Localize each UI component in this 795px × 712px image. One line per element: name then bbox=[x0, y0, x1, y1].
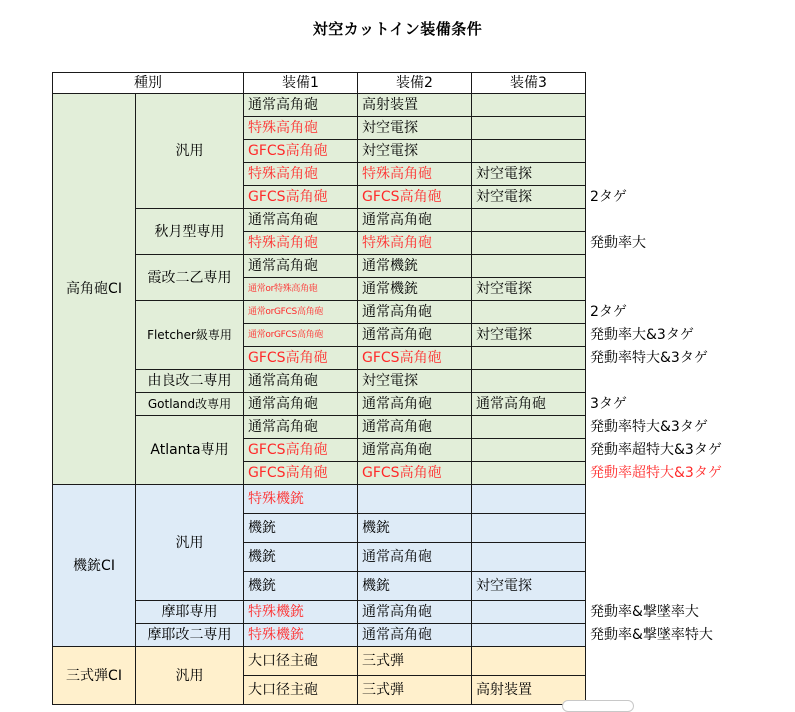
category-kiju: 機銃CI bbox=[53, 485, 136, 647]
cell-e3 bbox=[472, 347, 586, 370]
page-title: 対空カットイン装備条件 bbox=[312, 20, 483, 38]
cell-e3: 対空電探 bbox=[472, 278, 586, 301]
cell-e3 bbox=[472, 543, 586, 572]
cell-note bbox=[586, 255, 756, 278]
cell-e1: 通常orGFCS高角砲 bbox=[244, 324, 358, 347]
subtype-hanyou-sanshiki: 汎用 bbox=[136, 647, 244, 705]
cell-e1: GFCS高角砲 bbox=[244, 186, 358, 209]
table-row bbox=[53, 255, 756, 278]
cell-e3: 対空電探 bbox=[472, 186, 586, 209]
cell-note: 発動率&撃墜率大 bbox=[590, 604, 699, 620]
table-row bbox=[53, 601, 756, 624]
cell-e1: 機銃 bbox=[244, 572, 358, 601]
cell-e1: GFCS高角砲 bbox=[244, 439, 358, 462]
header-eq3: 装備3 bbox=[472, 73, 586, 94]
cell-e1: 通常高角砲 bbox=[244, 416, 358, 439]
cell-e3: 高射装置 bbox=[472, 676, 586, 705]
subtype-fletcher: Fletcher級専用 bbox=[136, 301, 244, 370]
cell-e3 bbox=[472, 117, 586, 140]
cell-e2: 三式弾 bbox=[358, 676, 472, 705]
cell-e2 bbox=[358, 485, 472, 514]
cell-e2: 通常機銃 bbox=[358, 278, 472, 301]
cell-e3: 対空電探 bbox=[472, 572, 586, 601]
cell-e1: 通常高角砲 bbox=[244, 255, 358, 278]
cell-note bbox=[586, 278, 756, 301]
header-kind: 種別 bbox=[53, 73, 244, 94]
cell-e3 bbox=[472, 462, 586, 485]
cell-note: 発動率&撃墜率特大 bbox=[590, 627, 713, 643]
header-note bbox=[586, 73, 756, 94]
cell-note bbox=[586, 209, 756, 232]
cell-e3 bbox=[472, 439, 586, 462]
cell-note bbox=[586, 647, 756, 676]
cell-note bbox=[586, 514, 756, 543]
cell-note: 2タゲ bbox=[590, 304, 627, 320]
subtype-atlanta: Atlanta専用 bbox=[136, 416, 244, 485]
table-row bbox=[53, 485, 756, 514]
table-row bbox=[53, 647, 756, 676]
cell-note bbox=[586, 163, 756, 186]
cell-e2: 対空電探 bbox=[358, 370, 472, 393]
cell-note: 発動率大 bbox=[590, 235, 646, 251]
cell-e1: 機銃 bbox=[244, 543, 358, 572]
cell-note bbox=[586, 117, 756, 140]
cell-e3 bbox=[472, 94, 586, 117]
cell-e3 bbox=[472, 485, 586, 514]
cell-e2: 通常高角砲 bbox=[358, 624, 472, 647]
cell-e2: 通常高角砲 bbox=[358, 416, 472, 439]
cell-e2: 通常高角砲 bbox=[358, 601, 472, 624]
cell-e3 bbox=[472, 370, 586, 393]
cell-e1: 機銃 bbox=[244, 514, 358, 543]
cell-e2: 特殊高角砲 bbox=[358, 163, 472, 186]
cell-note: 発動率大&3タゲ bbox=[590, 327, 694, 343]
cell-e1: GFCS高角砲 bbox=[244, 140, 358, 163]
cell-e2: 通常高角砲 bbox=[358, 324, 472, 347]
table-row bbox=[53, 301, 756, 324]
table-row bbox=[53, 416, 756, 439]
cell-e3 bbox=[472, 301, 586, 324]
header-eq2: 装備2 bbox=[358, 73, 472, 94]
table-row bbox=[53, 94, 756, 117]
cell-e2: 三式弾 bbox=[358, 647, 472, 676]
category-kakaku: 高角砲CI bbox=[53, 94, 136, 485]
table-row bbox=[53, 624, 756, 647]
cell-e2: 通常機銃 bbox=[358, 255, 472, 278]
cell-note bbox=[586, 543, 756, 572]
cell-e1: 特殊機銃 bbox=[244, 601, 358, 624]
cell-note: 発動率超特大&3タゲ bbox=[590, 442, 722, 458]
cell-e1: 通常or特殊高角砲 bbox=[244, 278, 358, 301]
cell-e1: 大口径主砲 bbox=[244, 647, 358, 676]
partial-button[interactable] bbox=[562, 700, 634, 712]
cell-e2: 特殊高角砲 bbox=[358, 232, 472, 255]
cell-note bbox=[586, 140, 756, 163]
subtype-akizuki: 秋月型専用 bbox=[136, 209, 244, 255]
subtype-hanyou-kiju: 汎用 bbox=[136, 485, 244, 601]
subtype-maya: 摩耶専用 bbox=[136, 601, 244, 624]
cell-e1: 通常orGFCS高角砲 bbox=[244, 301, 358, 324]
category-sanshiki: 三式弾CI bbox=[53, 647, 136, 705]
cell-e3 bbox=[472, 601, 586, 624]
cell-e3 bbox=[472, 647, 586, 676]
cell-note bbox=[586, 485, 756, 514]
cell-e2: GFCS高角砲 bbox=[358, 186, 472, 209]
cell-e1: 特殊高角砲 bbox=[244, 232, 358, 255]
cell-note bbox=[586, 370, 756, 393]
cell-e3: 対空電探 bbox=[472, 324, 586, 347]
cell-note: 発動率超特大&3タゲ bbox=[590, 465, 722, 481]
subtype-yura: 由良改二専用 bbox=[136, 370, 244, 393]
cell-e2: 通常高角砲 bbox=[358, 301, 472, 324]
cell-e3 bbox=[472, 624, 586, 647]
cell-e1: 通常高角砲 bbox=[244, 94, 358, 117]
cell-e2: GFCS高角砲 bbox=[358, 347, 472, 370]
cell-note: 発動率特大&3タゲ bbox=[590, 419, 708, 435]
cell-e3 bbox=[472, 255, 586, 278]
cell-e3 bbox=[472, 514, 586, 543]
table-header-row bbox=[53, 73, 756, 94]
cell-e2: 機銃 bbox=[358, 572, 472, 601]
cell-e2: GFCS高角砲 bbox=[358, 462, 472, 485]
table-row bbox=[53, 393, 756, 416]
cell-e3 bbox=[472, 416, 586, 439]
cell-e1: 特殊高角砲 bbox=[244, 117, 358, 140]
cell-e1: 通常高角砲 bbox=[244, 393, 358, 416]
cell-e2: 通常高角砲 bbox=[358, 393, 472, 416]
cell-e2: 通常高角砲 bbox=[358, 439, 472, 462]
cell-e3: 通常高角砲 bbox=[472, 393, 586, 416]
cell-note bbox=[586, 572, 756, 601]
table-row bbox=[53, 370, 756, 393]
cell-e2: 機銃 bbox=[358, 514, 472, 543]
cell-e2: 通常高角砲 bbox=[358, 209, 472, 232]
cell-e1: GFCS高角砲 bbox=[244, 462, 358, 485]
cell-e1: 大口径主砲 bbox=[244, 676, 358, 705]
cell-e3 bbox=[472, 140, 586, 163]
subtype-maya2: 摩耶改二専用 bbox=[136, 624, 244, 647]
cell-e3: 対空電探 bbox=[472, 163, 586, 186]
cell-e2: 高射装置 bbox=[358, 94, 472, 117]
cell-e1: 特殊高角砲 bbox=[244, 163, 358, 186]
cell-e1: GFCS高角砲 bbox=[244, 347, 358, 370]
header-eq1: 装備1 bbox=[244, 73, 358, 94]
cell-note: 3タゲ bbox=[590, 396, 627, 412]
subtype-kasumi: 霞改二乙専用 bbox=[136, 255, 244, 301]
cell-e1: 特殊機銃 bbox=[244, 485, 358, 514]
cell-note: 発動率特大&3タゲ bbox=[590, 350, 708, 366]
subtype-hanyou-kakaku: 汎用 bbox=[136, 94, 244, 209]
cell-e2: 通常高角砲 bbox=[358, 543, 472, 572]
cell-note bbox=[586, 94, 756, 117]
cell-note: 2タゲ bbox=[590, 189, 627, 205]
subtype-gotland: Gotland改専用 bbox=[136, 393, 244, 416]
cell-e1: 通常高角砲 bbox=[244, 370, 358, 393]
cell-e3 bbox=[472, 209, 586, 232]
cell-e2: 対空電探 bbox=[358, 140, 472, 163]
cell-e3 bbox=[472, 232, 586, 255]
cell-e2: 対空電探 bbox=[358, 117, 472, 140]
equipment-condition-table bbox=[52, 72, 756, 705]
cell-e1: 特殊機銃 bbox=[244, 624, 358, 647]
cell-e1: 通常高角砲 bbox=[244, 209, 358, 232]
table-row bbox=[53, 209, 756, 232]
